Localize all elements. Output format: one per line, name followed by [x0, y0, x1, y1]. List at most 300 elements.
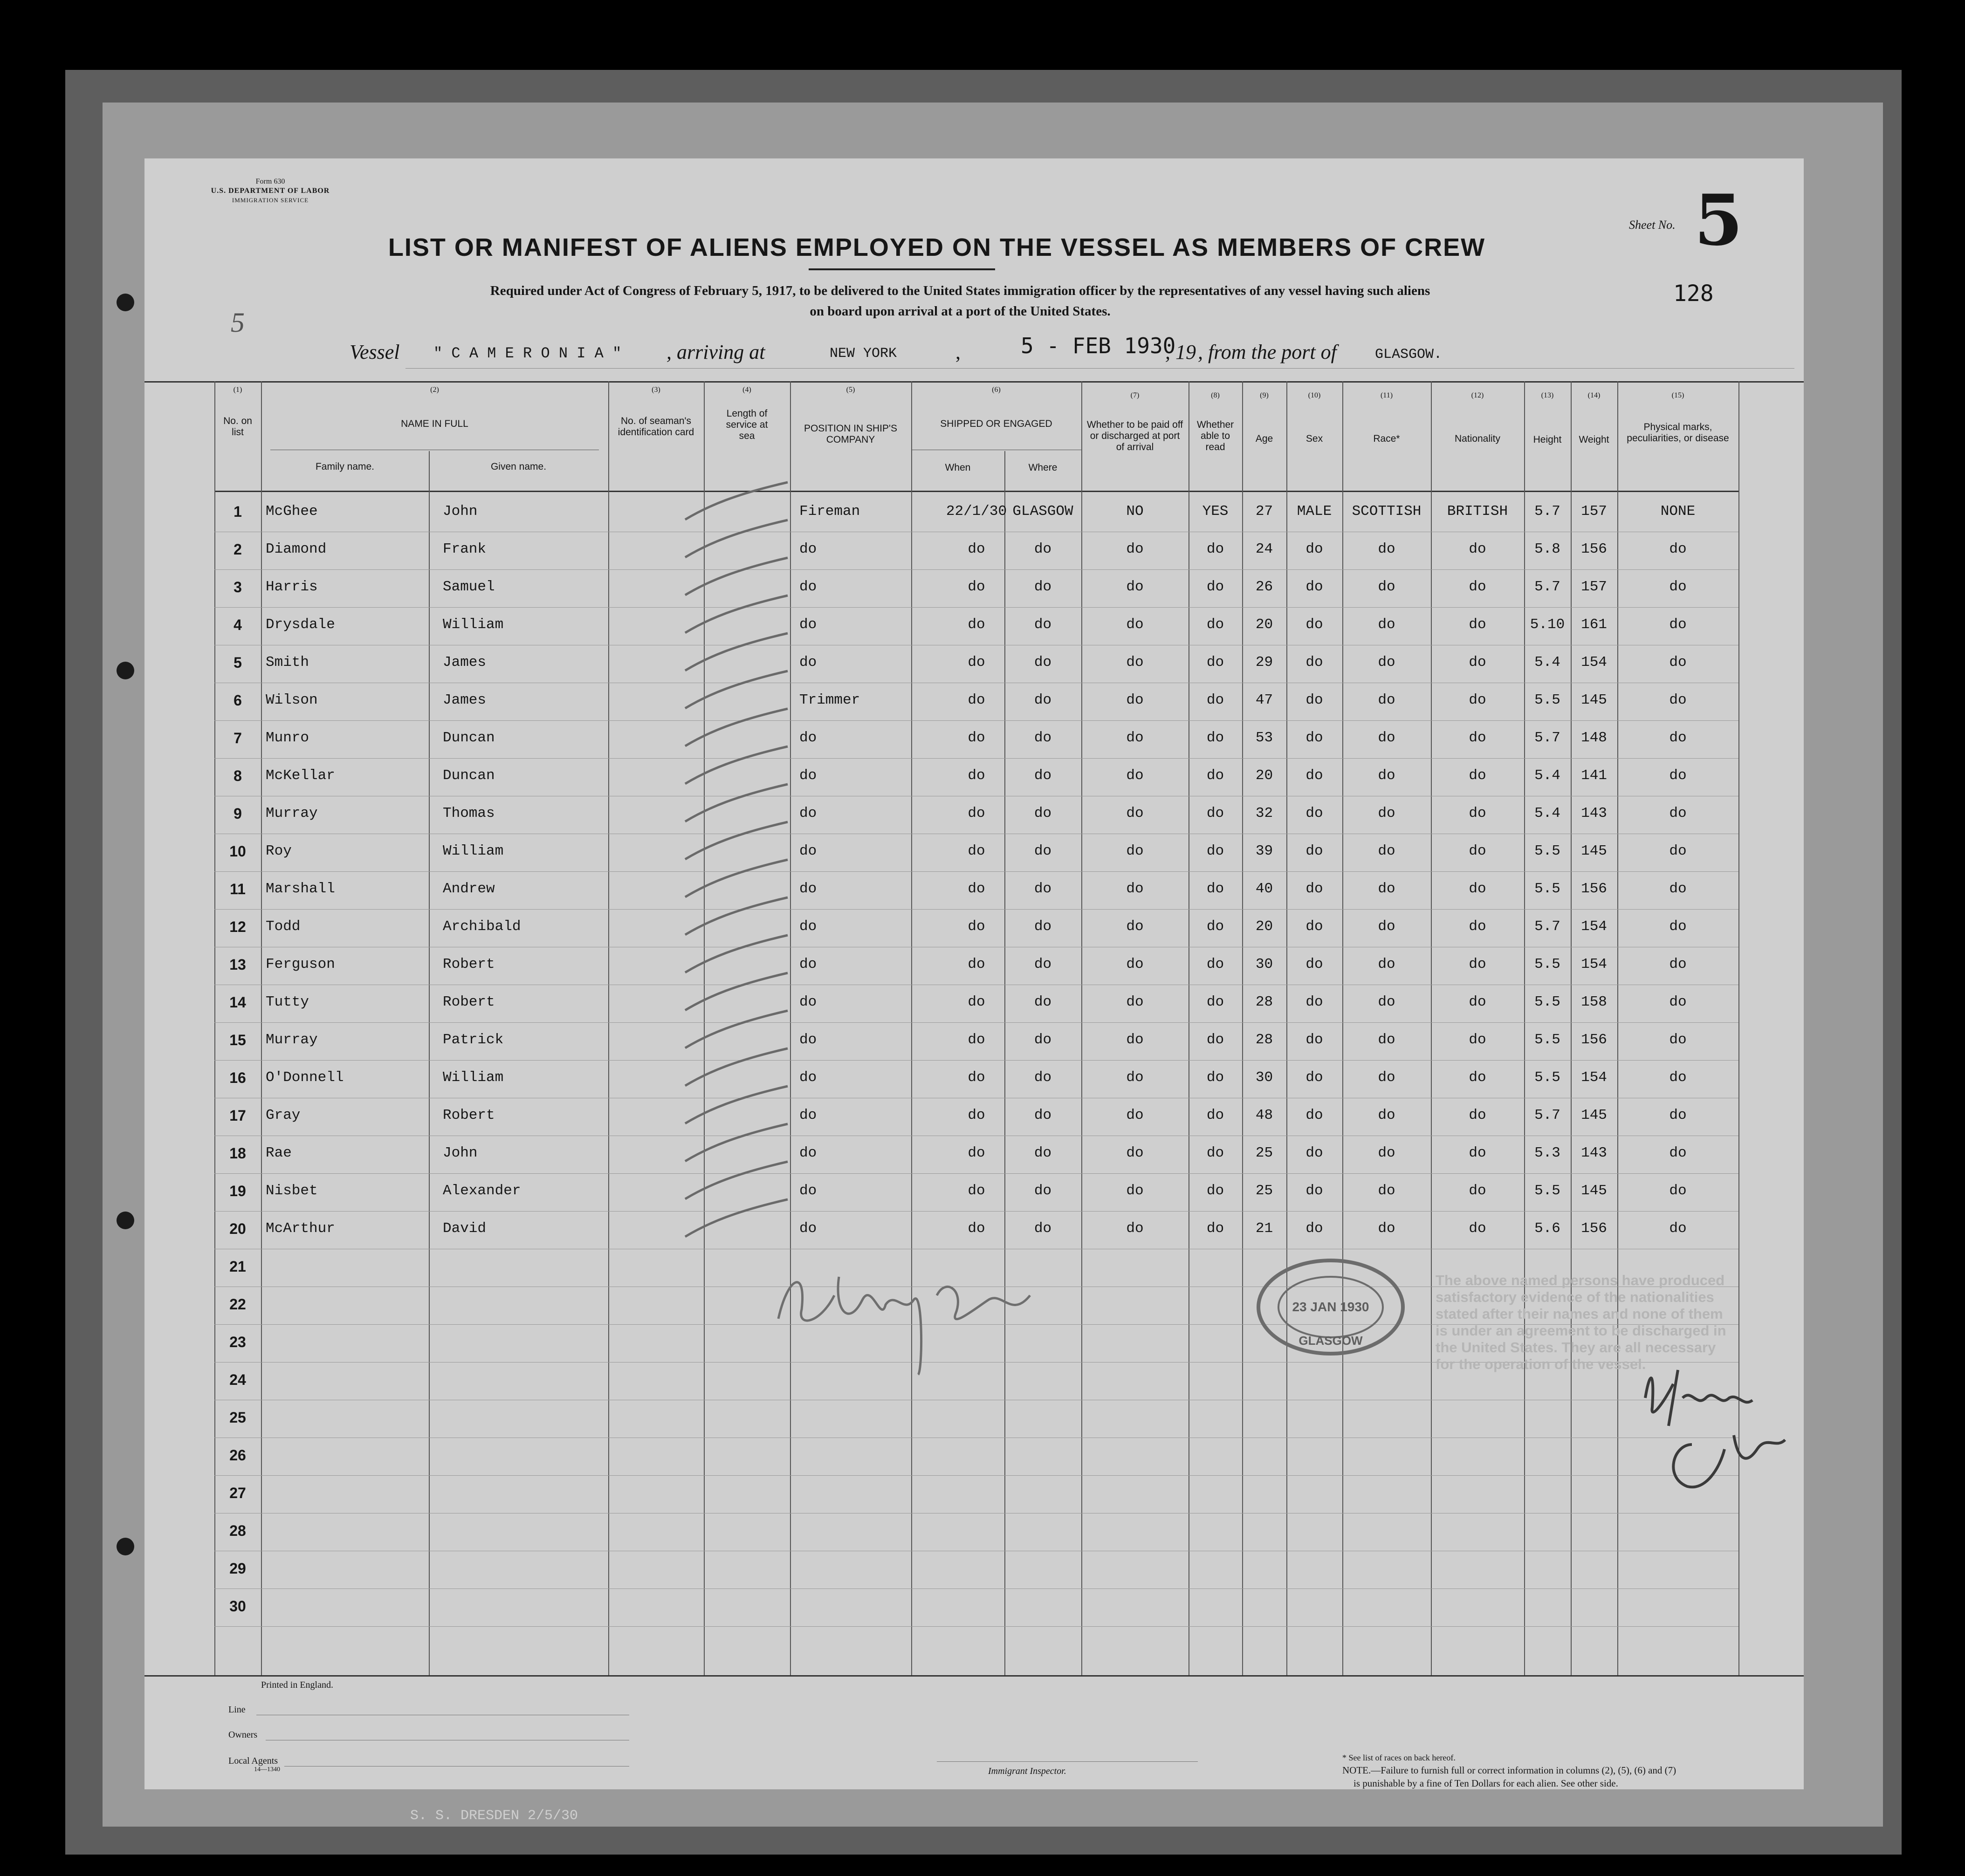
row-number: 24 [229, 1371, 246, 1388]
paid-off-cell: do [1126, 692, 1144, 708]
height-cell: 5.6 [1534, 1220, 1560, 1237]
col-header-where: Where [1028, 462, 1058, 473]
shipped-where-cell: do [1034, 1107, 1052, 1123]
document-subtitle [354, 281, 1566, 322]
col-num-7: (7) [1130, 391, 1140, 399]
paid-off-cell: do [1126, 1069, 1144, 1086]
family-name-cell: Murray [266, 805, 318, 822]
able-to-read-cell: do [1206, 1183, 1224, 1199]
able-to-read-cell: do [1206, 767, 1224, 784]
nationality-cell: do [1469, 805, 1486, 822]
race-cell: do [1378, 541, 1395, 557]
sex-cell: do [1305, 805, 1323, 822]
paid-off-cell: do [1126, 654, 1144, 671]
table-row [214, 796, 1738, 834]
sheet-number: 5 [1694, 179, 1743, 261]
paid-off-cell: do [1126, 730, 1144, 746]
weight-cell: 156 [1581, 1220, 1607, 1237]
given-name-cell: Robert [443, 1107, 495, 1123]
sex-cell: do [1305, 1145, 1323, 1161]
height-cell: 5.5 [1534, 692, 1560, 708]
cert-line: satisfactory evidence of the nationalities [1436, 1289, 1714, 1305]
height-cell: 5.4 [1534, 767, 1560, 784]
table-row [214, 645, 1738, 683]
subtitle-line-1: Required under Act of Congress of February 5, 1917, to be delivered to the United States immigration officer by the representatives of any vessel having such aliens [490, 283, 1430, 298]
nationality-cell: do [1469, 1183, 1486, 1199]
race-cell: do [1378, 918, 1395, 935]
handwritten-signature-inspector [769, 1249, 1058, 1379]
nationality-cell: do [1469, 730, 1486, 746]
nationality-cell: do [1469, 918, 1486, 935]
shipped-when-cell: do [968, 767, 985, 784]
paid-off-cell: do [1126, 843, 1144, 859]
given-name-cell: Robert [443, 956, 495, 972]
shipped-where-cell: do [1034, 918, 1052, 935]
able-to-read-cell: do [1206, 956, 1224, 972]
weight-cell: 145 [1581, 843, 1607, 859]
given-name-cell: William [443, 616, 504, 633]
family-name-cell: McKellar [266, 767, 335, 784]
shipped-where-cell: do [1034, 994, 1052, 1010]
sex-cell: do [1305, 1032, 1323, 1048]
given-name-cell: Samuel [443, 579, 495, 595]
checkmark-icon [680, 593, 797, 635]
paid-off-cell: do [1126, 918, 1144, 935]
able-to-read-cell: do [1206, 994, 1224, 1010]
checkmark-icon [680, 669, 797, 711]
sex-cell: do [1305, 692, 1323, 708]
row-number: 25 [229, 1409, 246, 1426]
form-number: Form 630 [255, 178, 285, 185]
able-to-read-cell: do [1206, 805, 1224, 822]
checkmark-icon [680, 895, 797, 937]
col-header-name-in-full: NAME IN FULL [401, 418, 468, 429]
row-number: 1 [234, 503, 242, 520]
race-cell: SCOTTISH [1352, 503, 1422, 520]
paid-off-cell: do [1126, 805, 1144, 822]
col-num-4: (4) [742, 386, 751, 394]
row-number: 12 [229, 918, 246, 935]
height-cell: 5.5 [1534, 1069, 1560, 1086]
col-num-9: (9) [1260, 391, 1269, 399]
position-cell: do [799, 843, 817, 859]
family-name-cell: Wilson [266, 692, 318, 708]
row-number: 18 [229, 1145, 246, 1162]
arriving-label: , arriving at [666, 341, 765, 363]
col-num-1: (1) [233, 386, 242, 394]
age-cell: 24 [1255, 541, 1273, 557]
height-cell: 5.4 [1534, 805, 1560, 822]
family-name-cell: Ferguson [266, 956, 335, 972]
table-row [214, 494, 1738, 532]
age-cell: 20 [1255, 918, 1273, 935]
checkmark-icon [680, 971, 797, 1013]
physical-marks-cell: do [1669, 616, 1687, 633]
col-header-sex: Sex [1305, 433, 1323, 444]
given-name-cell: Alexander [443, 1183, 521, 1199]
checkmark-icon [680, 1046, 797, 1088]
nationality-cell: do [1469, 1107, 1486, 1123]
table-row [214, 947, 1738, 985]
age-cell: 30 [1255, 1069, 1273, 1086]
shipped-when-cell: do [968, 1107, 985, 1123]
sex-cell: do [1305, 616, 1323, 633]
punch-hole [117, 1212, 134, 1229]
family-name-cell: O'Donnell [266, 1069, 344, 1086]
table-row [214, 1211, 1738, 1249]
checkmark-icon [680, 820, 797, 862]
table-row [214, 1588, 1738, 1627]
physical-marks-cell: do [1669, 1183, 1687, 1199]
given-name-cell: Robert [443, 994, 495, 1010]
weight-cell: 154 [1581, 956, 1607, 972]
sex-cell: do [1305, 956, 1323, 972]
col-header-age: Age [1255, 433, 1273, 444]
shipped-when-cell: 22/1/30 [946, 503, 1007, 520]
paid-off-cell: do [1126, 994, 1144, 1010]
penalty-note [1342, 1764, 1799, 1790]
stamp-place: GLASGOW [1299, 1334, 1363, 1348]
nationality-cell: do [1469, 994, 1486, 1010]
shipped-when-cell: do [968, 1069, 985, 1086]
checkmark-icon [680, 782, 797, 824]
shipped-where-cell: do [1034, 616, 1052, 633]
sex-cell: do [1305, 730, 1323, 746]
printed-in-note: Printed in England. [261, 1680, 333, 1690]
col-header-able-to-read: Whether able to read [1196, 419, 1234, 452]
age-cell: 28 [1255, 994, 1273, 1010]
position-cell: do [799, 881, 817, 897]
physical-marks-cell: NONE [1660, 503, 1696, 520]
age-cell: 20 [1255, 767, 1273, 784]
shipped-where-cell: do [1034, 1069, 1052, 1086]
physical-marks-cell: do [1669, 1107, 1687, 1123]
weight-cell: 154 [1581, 918, 1607, 935]
nationality-cell: do [1469, 956, 1486, 972]
shipped-when-cell: do [968, 1145, 985, 1161]
inspector-label: Immigrant Inspector. [988, 1766, 1066, 1776]
age-cell: 48 [1255, 1107, 1273, 1123]
age-cell: 25 [1255, 1145, 1273, 1161]
nationality-cell: BRITISH [1447, 503, 1508, 520]
weight-cell: 145 [1581, 1107, 1607, 1123]
line-label: Line [228, 1705, 246, 1715]
local-agents-code: 14—1340 [254, 1766, 280, 1773]
col-num-13: (13) [1541, 391, 1554, 399]
age-cell: 39 [1255, 843, 1273, 859]
checkmark-icon [680, 1008, 797, 1050]
family-name-cell: Harris [266, 579, 318, 595]
race-cell: do [1378, 843, 1395, 859]
shipped-where-cell: do [1034, 1183, 1052, 1199]
age-cell: 32 [1255, 805, 1273, 822]
race-cell: do [1378, 730, 1395, 746]
table-row [214, 1400, 1738, 1438]
weight-cell: 161 [1581, 616, 1607, 633]
able-to-read-cell: do [1206, 692, 1224, 708]
position-cell: do [799, 767, 817, 784]
paid-off-cell: do [1126, 767, 1144, 784]
height-cell: 5.3 [1534, 1145, 1560, 1161]
shipped-when-cell: do [968, 1220, 985, 1237]
nationality-cell: do [1469, 692, 1486, 708]
shipped-where-cell: do [1034, 1220, 1052, 1237]
race-cell: do [1378, 767, 1395, 784]
given-name-cell: James [443, 654, 487, 671]
position-cell: do [799, 654, 817, 671]
checkmark-icon [680, 744, 797, 786]
col-header-position: POSITION IN SHIP'S COMPANY [804, 423, 898, 445]
nationality-cell: do [1469, 541, 1486, 557]
table-row [214, 607, 1738, 645]
weight-cell: 157 [1581, 503, 1607, 520]
age-cell: 28 [1255, 1032, 1273, 1048]
shipped-where-cell: do [1034, 730, 1052, 746]
paid-off-cell: NO [1126, 503, 1144, 520]
weight-cell: 156 [1581, 541, 1607, 557]
table-row [214, 532, 1738, 570]
checkmark-icon [680, 631, 797, 673]
shipped-where-cell: do [1034, 579, 1052, 595]
table-row [214, 909, 1738, 947]
table-row [214, 1551, 1738, 1589]
document-title: LIST OR MANIFEST OF ALIENS EMPLOYED ON THE VESSEL AS MEMBERS OF CREW [388, 233, 1486, 261]
given-name-cell: John [443, 1145, 478, 1161]
shipped-when-cell: do [968, 1183, 985, 1199]
race-cell: do [1378, 994, 1395, 1010]
position-cell: do [799, 1069, 817, 1086]
family-name-cell: Murray [266, 1032, 318, 1048]
shipped-when-cell: do [968, 541, 985, 557]
checkmark-icon [680, 1197, 797, 1239]
given-name-cell: John [443, 503, 478, 520]
row-number: 27 [229, 1485, 246, 1501]
position-cell: do [799, 1183, 817, 1199]
height-cell: 5.5 [1534, 881, 1560, 897]
sex-cell: do [1305, 1183, 1323, 1199]
col-header-when: When [945, 462, 971, 473]
family-name-cell: Smith [266, 654, 309, 671]
age-cell: 27 [1255, 503, 1273, 520]
race-cell: do [1378, 692, 1395, 708]
paid-off-cell: do [1126, 1183, 1144, 1199]
margin-mark: 5 [231, 307, 245, 338]
sex-cell: do [1305, 1220, 1323, 1237]
shipped-where-cell: do [1034, 692, 1052, 708]
physical-marks-cell: do [1669, 579, 1687, 595]
race-cell: do [1378, 1032, 1395, 1048]
race-cell: do [1378, 1220, 1395, 1237]
arriving-comma: , [955, 341, 961, 363]
sex-cell: do [1305, 918, 1323, 935]
given-name-cell: Archibald [443, 918, 521, 935]
table-row [214, 871, 1738, 910]
sex-cell: do [1305, 1107, 1323, 1123]
shipped-when-cell: do [968, 579, 985, 595]
row-number: 19 [229, 1183, 246, 1199]
race-footnote: * See list of races on back hereof. [1342, 1753, 1456, 1762]
able-to-read-cell: do [1206, 1107, 1224, 1123]
race-cell: do [1378, 654, 1395, 671]
cert-line: for the operation of the vessel. [1436, 1356, 1646, 1372]
able-to-read-cell: do [1206, 918, 1224, 935]
family-name-cell: McGhee [266, 503, 318, 520]
able-to-read-cell: do [1206, 541, 1224, 557]
sheet-code: 128 [1673, 281, 1714, 307]
weight-cell: 143 [1581, 1145, 1607, 1161]
col-header-length-service: Length of service at sea [726, 408, 768, 441]
able-to-read-cell: do [1206, 881, 1224, 897]
given-name-cell: Duncan [443, 730, 495, 746]
nationality-cell: do [1469, 881, 1486, 897]
given-name-cell: Thomas [443, 805, 495, 822]
height-cell: 5.5 [1534, 994, 1560, 1010]
physical-marks-cell: do [1669, 994, 1687, 1010]
local-agents-label: Local Agents [228, 1756, 278, 1766]
physical-marks-cell: do [1669, 843, 1687, 859]
given-name-cell: Andrew [443, 881, 495, 897]
height-cell: 5.7 [1534, 1107, 1560, 1123]
cert-line: stated after their names and none of them [1436, 1306, 1723, 1322]
position-cell: do [799, 1145, 817, 1161]
physical-marks-cell: do [1669, 881, 1687, 897]
checkmark-icon [680, 555, 797, 597]
shipped-where-cell: do [1034, 541, 1052, 557]
able-to-read-cell: do [1206, 730, 1224, 746]
race-cell: do [1378, 616, 1395, 633]
paid-off-cell: do [1126, 616, 1144, 633]
row-number: 2 [234, 541, 242, 558]
shipped-where-cell: do [1034, 881, 1052, 897]
age-cell: 26 [1255, 579, 1273, 595]
shipped-where-cell: do [1034, 956, 1052, 972]
col-num-15: (15) [1671, 391, 1684, 399]
col-header-paid-off: Whether to be paid off or discharged at port of arrival [1086, 419, 1183, 452]
shipped-where-cell: do [1034, 805, 1052, 822]
table-row [214, 1022, 1738, 1061]
physical-marks-cell: do [1669, 1145, 1687, 1161]
age-cell: 47 [1255, 692, 1273, 708]
given-name-cell: William [443, 843, 504, 859]
age-cell: 40 [1255, 881, 1273, 897]
col-header-physical-marks: Physical marks, peculiarities, or disease [1627, 422, 1729, 444]
inspector-underline [937, 1761, 1198, 1762]
position-cell: Fireman [799, 503, 860, 520]
position-cell: do [799, 1032, 817, 1048]
family-name-cell: Tutty [266, 994, 309, 1010]
height-cell: 5.5 [1534, 1032, 1560, 1048]
table-bottom-rule [144, 1675, 1804, 1677]
height-cell: 5.7 [1534, 730, 1560, 746]
stamp-date: 23 JAN 1930 [1292, 1300, 1369, 1314]
weight-cell: 156 [1581, 1032, 1607, 1048]
row-number: 20 [229, 1220, 246, 1237]
col-num-2: (2) [430, 386, 439, 394]
physical-marks-cell: do [1669, 692, 1687, 708]
paid-off-cell: do [1126, 1032, 1144, 1048]
table-row [214, 1098, 1738, 1136]
weight-cell: 157 [1581, 579, 1607, 595]
table-row [214, 1173, 1738, 1212]
weight-cell: 154 [1581, 1069, 1607, 1086]
checkmark-icon [680, 706, 797, 748]
from-port-label: , from the port of [1198, 341, 1337, 363]
family-name-cell: Drysdale [266, 616, 335, 633]
col-num-5: (5) [846, 386, 855, 394]
title-rule [809, 268, 995, 270]
shipped-where-cell: do [1034, 1145, 1052, 1161]
nationality-cell: do [1469, 616, 1486, 633]
cert-line: The above named persons have produced [1436, 1272, 1725, 1288]
col-header-nationality: Nationality [1454, 433, 1501, 444]
shipped-when-cell: do [968, 1032, 985, 1048]
family-name-cell: Munro [266, 730, 309, 746]
cert-line: is under an agreement to be discharged in [1436, 1322, 1726, 1339]
arriving-port: NEW YORK [830, 346, 897, 362]
position-cell: do [799, 541, 817, 557]
table-row [214, 1136, 1738, 1174]
height-cell: 5.7 [1534, 579, 1560, 595]
position-cell: do [799, 730, 817, 746]
weight-cell: 154 [1581, 654, 1607, 671]
height-cell: 5.7 [1534, 503, 1560, 520]
row-number: 15 [229, 1032, 246, 1048]
race-cell: do [1378, 1145, 1395, 1161]
paid-off-cell: do [1126, 541, 1144, 557]
vessel-label: Vessel [350, 341, 400, 363]
row-number: 16 [229, 1069, 246, 1086]
age-cell: 30 [1255, 956, 1273, 972]
shipped-where-cell: GLASGOW [1012, 503, 1073, 520]
row-number: 13 [229, 956, 246, 973]
punch-hole [117, 294, 134, 311]
race-cell: do [1378, 1069, 1395, 1086]
shipped-when-cell: do [968, 692, 985, 708]
physical-marks-cell: do [1669, 1032, 1687, 1048]
physical-marks-cell: do [1669, 1220, 1687, 1237]
year-prefix: , 19 [1165, 341, 1196, 363]
paid-off-cell: do [1126, 1107, 1144, 1123]
physical-marks-cell: do [1669, 767, 1687, 784]
checkmark-icon [680, 1084, 797, 1126]
cert-line: the United States. They are all necessary [1436, 1339, 1716, 1356]
row-number: 4 [234, 616, 242, 633]
row-number: 30 [229, 1598, 246, 1615]
table-row [214, 720, 1738, 759]
form-header [196, 177, 345, 205]
shipped-when-cell: do [968, 730, 985, 746]
col-num-8: (8) [1211, 391, 1220, 399]
sex-cell: do [1305, 654, 1323, 671]
arrival-date-stamp: 5 - FEB 1930 [1021, 333, 1176, 358]
age-cell: 25 [1255, 1183, 1273, 1199]
height-cell: 5.4 [1534, 654, 1560, 671]
nationality-cell: do [1469, 579, 1486, 595]
shipped-when-cell: do [968, 805, 985, 822]
row-number: 21 [229, 1258, 246, 1275]
row-number: 5 [234, 654, 242, 671]
col-num-12: (12) [1471, 391, 1484, 399]
table-row [214, 1475, 1738, 1513]
position-cell: do [799, 918, 817, 935]
position-cell: do [799, 956, 817, 972]
sex-cell: do [1305, 579, 1323, 595]
given-name-cell: Patrick [443, 1032, 504, 1048]
row-number: 23 [229, 1334, 246, 1350]
family-name-cell: Rae [266, 1145, 292, 1161]
weight-cell: 145 [1581, 692, 1607, 708]
row-number: 6 [234, 692, 242, 709]
